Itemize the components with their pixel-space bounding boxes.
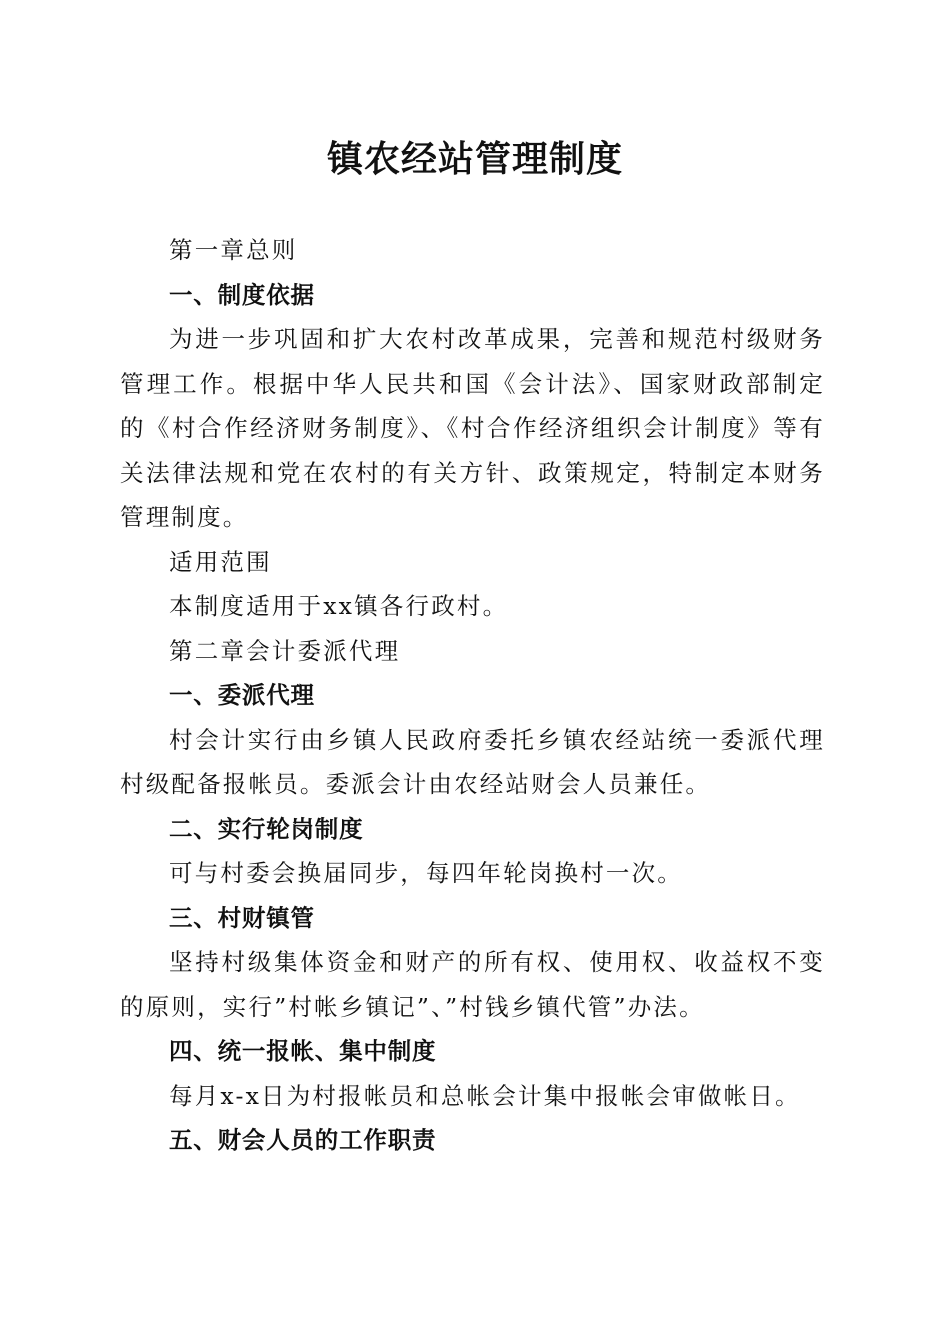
document-body bbox=[120, 228, 825, 1163]
body-paragraph: 坚持村级集体资金和财产的所有权、使用权、收益权不变的原则，实行”村帐乡镇记”、”村钱乡镇代管”办法。 bbox=[120, 948, 825, 1021]
chapter-heading: 第一章总则 bbox=[169, 236, 298, 264]
body-paragraph: 村会计实行由乡镇人民政府委托乡镇农经站统一委派代理村级配备报帐员。委派会计由农经站财会人员兼任。 bbox=[120, 725, 825, 798]
section-heading: 一、制度依据 bbox=[169, 280, 315, 309]
body-paragraph: 每月x-x日为村报帐员和总帐会计集中报帐会审做帐日。 bbox=[169, 1081, 801, 1110]
body-paragraph: 本制度适用于xx镇各行政村。 bbox=[169, 592, 509, 620]
section-heading: 一、委派代理 bbox=[169, 681, 315, 709]
body-paragraph: 可与村委会换届同步，每四年轮岗换村一次。 bbox=[169, 859, 683, 887]
document-title: 镇农经站管理制度 bbox=[326, 138, 623, 180]
section-heading: 五、财会人员的工作职责 bbox=[169, 1126, 437, 1154]
chapter-heading: 第二章会计委派代理 bbox=[169, 636, 401, 665]
section-heading: 四、统一报帐、集中制度 bbox=[169, 1037, 437, 1065]
body-paragraph: 为进一步巩固和扩大农村改革成果，完善和规范村级财务管理工作。根据中华人民共和国《会计法》、国家财政部制定的《村合作经济财务制度》、《村合作经济组织会计制度》等有关法律法规和党在农村的有关方针、政策规定，特制定本财务管理制度。 bbox=[120, 325, 825, 531]
body-paragraph: 适用范围 bbox=[169, 547, 272, 576]
section-heading: 二、实行轮岗制度 bbox=[169, 814, 364, 843]
section-heading: 三、村财镇管 bbox=[169, 903, 315, 932]
